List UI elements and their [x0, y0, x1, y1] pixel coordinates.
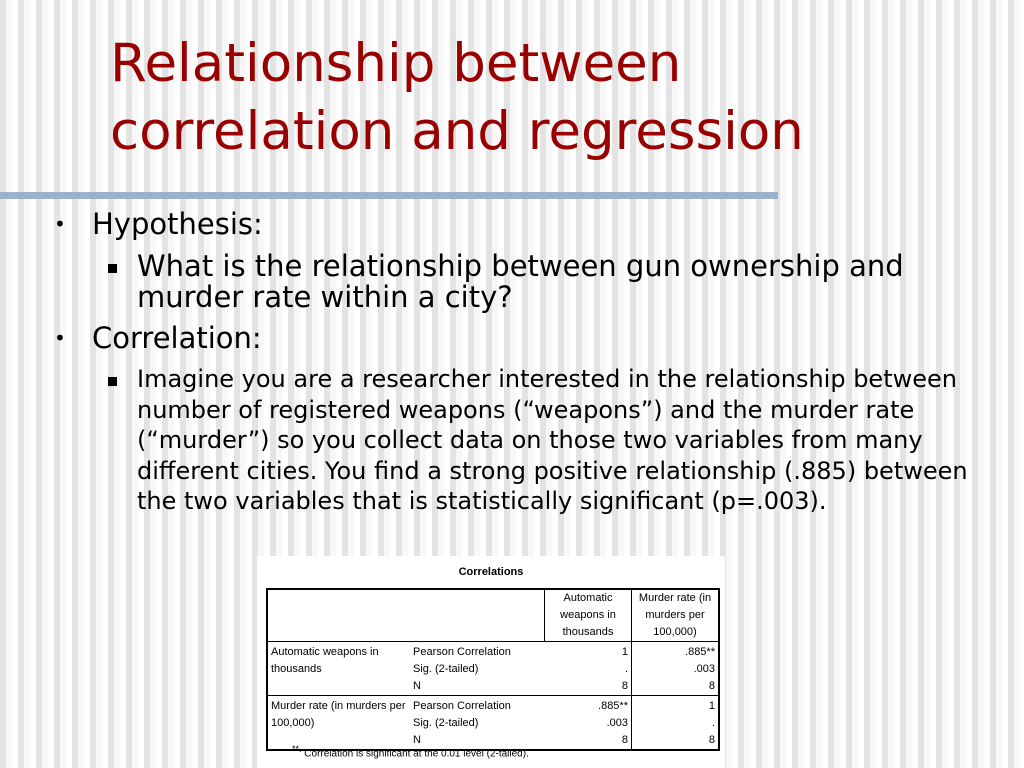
table-cell: 8 — [632, 678, 720, 696]
square-bullet-icon — [108, 377, 117, 386]
bullet-dot-icon: • — [54, 212, 66, 236]
table-cell: 1 — [545, 642, 632, 662]
stat-label: Sig. (2-tailed) — [413, 663, 479, 675]
table-cell: 1 — [632, 696, 720, 716]
footnote-mark: **. — [292, 744, 302, 754]
correlations-table-image — [257, 556, 725, 768]
slide-title — [110, 30, 990, 166]
table-footnote — [292, 744, 529, 759]
table-cell: .885** — [545, 696, 632, 716]
title-divider — [0, 192, 778, 199]
bullet-hypothesis — [54, 207, 263, 241]
bullet-label: Correlation: — [92, 321, 262, 355]
row-variable-label: Automatic weapons in thousands — [267, 642, 410, 696]
table-cell: . — [545, 661, 632, 678]
table-title: Correlations — [458, 566, 524, 578]
title-line-1: Relationship between — [110, 33, 682, 94]
table-cell: .003 — [545, 715, 632, 732]
col-header-murder: Murder rate (in murders per 100,000) — [632, 589, 720, 642]
stat-label: N — [413, 680, 421, 692]
table-cell: 8 — [545, 732, 632, 750]
correlations-table — [266, 588, 720, 751]
title-line-2: correlation and regression — [110, 101, 804, 162]
stat-label: Pearson Correlation — [413, 700, 511, 712]
stat-label: N — [410, 732, 545, 750]
stat-label: Pearson Correlation — [413, 646, 511, 658]
row-variable-label: Murder rate (in murders per 100,000) — [267, 696, 410, 751]
table-cell: 8 — [545, 678, 632, 696]
sub-bullet-scenario: Imagine you are a researcher interested in the relationship between number of registered weapons (“weapons”) and the murder rate (“murder”) so you collect data on those two variables from many different cities. You find a strong positive relationship (.885) between the two variables that is statistically significant (p=.003). — [137, 365, 968, 515]
table-cell: .885** — [632, 642, 720, 662]
bullet-label: Hypothesis: — [92, 207, 263, 241]
table-cell: 8 — [632, 732, 720, 750]
square-bullet-icon — [108, 264, 117, 273]
bullet-correlation — [54, 321, 262, 355]
sub-bullet-question: What is the relationship between gun ownership and murder rate within a city? — [137, 249, 904, 314]
col-header-weapons: Automatic weapons in thousands — [545, 589, 632, 642]
table-cell: . — [632, 715, 720, 732]
stat-label: Sig. (2-tailed) — [413, 717, 479, 729]
table-cell: .003 — [632, 661, 720, 678]
bullet-dot-icon: • — [54, 326, 66, 350]
footnote-text: Correlation is significant at the 0.01 level (2-tailed). — [304, 748, 529, 760]
